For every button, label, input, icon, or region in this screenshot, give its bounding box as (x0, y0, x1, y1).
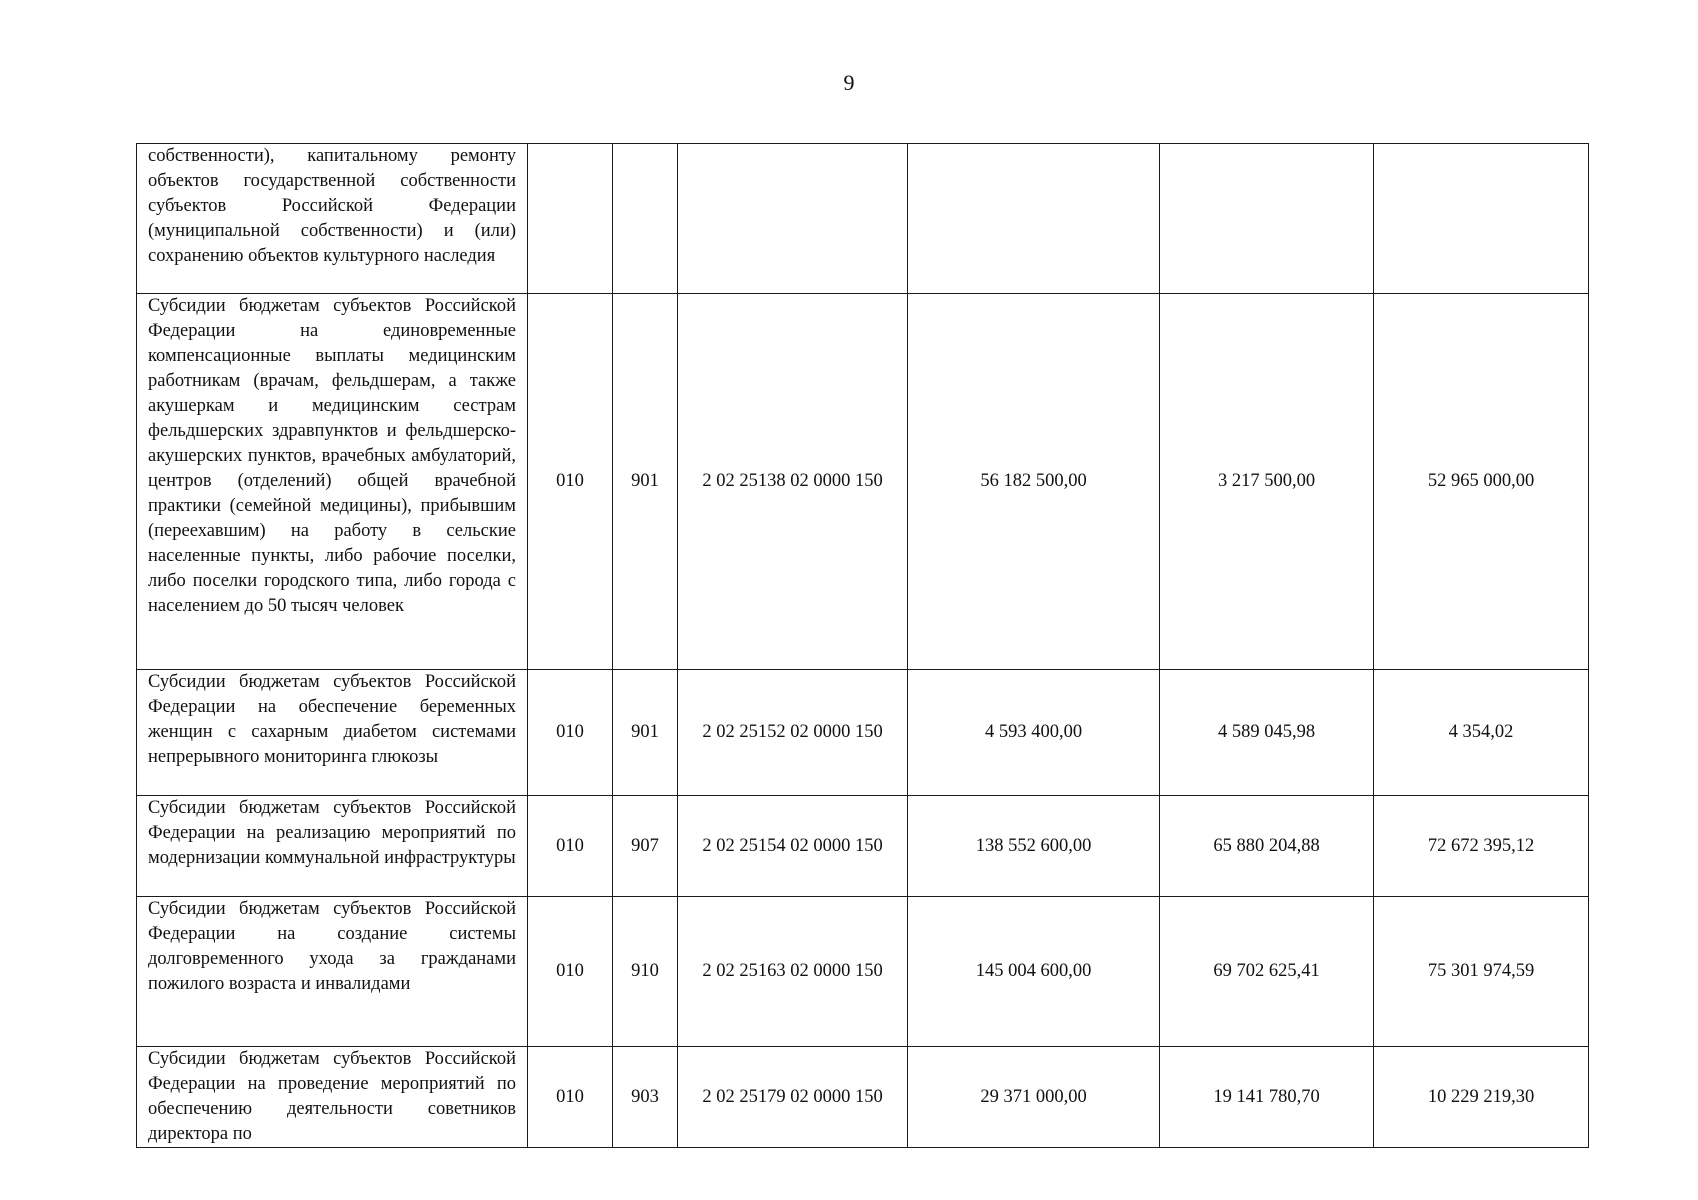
code-a-cell: 010 (528, 670, 613, 796)
amount-1-cell: 29 371 000,00 (908, 1047, 1160, 1148)
row-description: Субсидии бюджетам субъектов Российской Федерации на реализацию мероприятий по модернизации коммунальной инфраструктуры (137, 796, 528, 897)
amount-3-cell: 75 301 974,59 (1374, 897, 1589, 1047)
table-row (137, 1047, 1589, 1148)
budget-table (136, 143, 1589, 1148)
row-description: Субсидии бюджетам субъектов Российской Федерации на проведение мероприятий по обеспечению деятельности советников директора по (137, 1047, 528, 1148)
page-number: 9 (843, 70, 855, 95)
kbk-cell (678, 144, 908, 294)
amount-3-cell: 4 354,02 (1374, 670, 1589, 796)
amount-1-cell: 4 593 400,00 (908, 670, 1160, 796)
code-b-cell: 901 (613, 670, 678, 796)
table-row (137, 897, 1589, 1047)
kbk-cell: 2 02 25163 02 0000 150 (678, 897, 908, 1047)
table-row (137, 144, 1589, 294)
code-a-cell: 010 (528, 294, 613, 670)
amount-2-cell: 69 702 625,41 (1160, 897, 1374, 1047)
amount-1-cell: 56 182 500,00 (908, 294, 1160, 670)
code-b-cell: 901 (613, 294, 678, 670)
code-a-cell: 010 (528, 796, 613, 897)
row-description: Субсидии бюджетам субъектов Российской Федерации на создание системы долговременного ухода за гражданами пожилого возраста и инвалидами (137, 897, 528, 1047)
amount-3-cell (1374, 144, 1589, 294)
amount-3-cell: 10 229 219,30 (1374, 1047, 1589, 1148)
amount-1-cell: 145 004 600,00 (908, 897, 1160, 1047)
row-description: собственности), капитальному ремонту объектов государственной собственности субъектов Российской Федерации (муниципальной собственности) и (или) сохранению объектов культурного наследия (137, 144, 528, 294)
code-b-cell: 907 (613, 796, 678, 897)
code-b-cell: 910 (613, 897, 678, 1047)
amount-3-cell: 52 965 000,00 (1374, 294, 1589, 670)
kbk-cell: 2 02 25154 02 0000 150 (678, 796, 908, 897)
amount-2-cell: 3 217 500,00 (1160, 294, 1374, 670)
table-row (137, 294, 1589, 670)
code-b-cell: 903 (613, 1047, 678, 1148)
code-a-cell: 010 (528, 1047, 613, 1148)
amount-2-cell (1160, 144, 1374, 294)
kbk-cell: 2 02 25179 02 0000 150 (678, 1047, 908, 1148)
amount-3-cell: 72 672 395,12 (1374, 796, 1589, 897)
amount-1-cell: 138 552 600,00 (908, 796, 1160, 897)
code-b-cell (613, 144, 678, 294)
table-row (137, 670, 1589, 796)
amount-2-cell: 65 880 204,88 (1160, 796, 1374, 897)
kbk-cell: 2 02 25138 02 0000 150 (678, 294, 908, 670)
row-description: Субсидии бюджетам субъектов Российской Федерации на обеспечение беременных женщин с сахарным диабетом системами непрерывного мониторинга глюкозы (137, 670, 528, 796)
amount-2-cell: 19 141 780,70 (1160, 1047, 1374, 1148)
code-a-cell: 010 (528, 897, 613, 1047)
amount-1-cell (908, 144, 1160, 294)
kbk-cell: 2 02 25152 02 0000 150 (678, 670, 908, 796)
table-row (137, 796, 1589, 897)
row-description: Субсидии бюджетам субъектов Российской Федерации на единовременные компенсационные выплаты медицинским работникам (врачам, фельдшерам, а также акушеркам и медицинским сестрам фельдшерских здравпунктов и фельдшерско-акушерских пунктов, врачебных амбулаторий, центров (отделений) общей врачебной практики (семейной медицины), прибывшим (переехавшим) на работу в сельские населенные пункты, либо рабочие поселки, либо поселки городского типа, либо города с населением до 50 тысяч человек (137, 294, 528, 670)
code-a-cell (528, 144, 613, 294)
amount-2-cell: 4 589 045,98 (1160, 670, 1374, 796)
